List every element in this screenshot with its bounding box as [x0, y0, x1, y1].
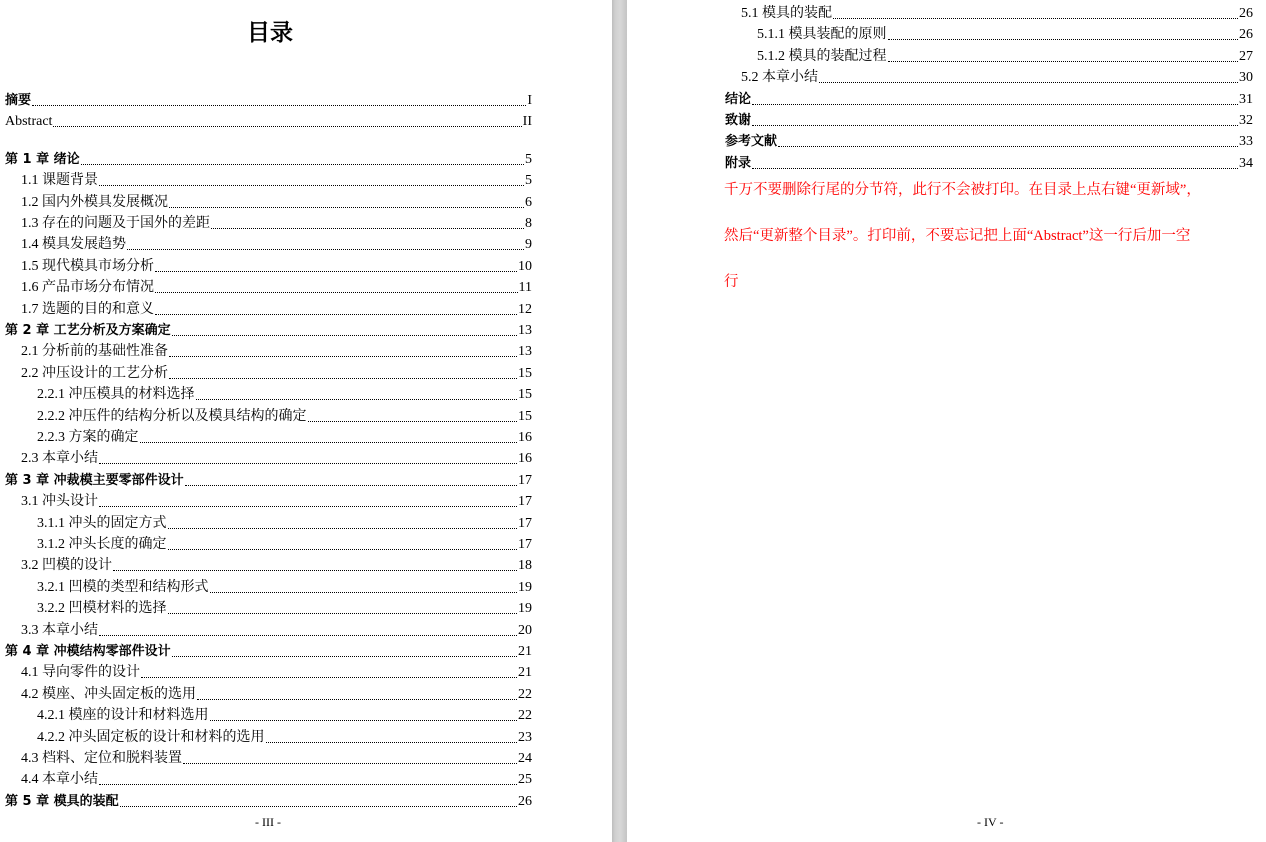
toc-entry-page: 16	[518, 430, 532, 445]
toc-leader-dots	[53, 126, 521, 127]
toc-entry-page: II	[522, 114, 532, 130]
toc-entry-page: 26	[1239, 6, 1253, 21]
toc-entry-page: 21	[518, 665, 532, 681]
toc-entry[interactable]	[5, 789, 532, 810]
toc-entry-label: 4.2.2 冲头固定板的设计和材料的选用	[37, 729, 265, 745]
page-iii	[0, 0, 612, 842]
instruction-note	[724, 167, 1264, 305]
toc-entry[interactable]	[741, 65, 1253, 86]
toc-entry-label: 第 3 章 冲裁模主要零部件设计	[5, 472, 184, 488]
toc-leader-dots	[888, 61, 1239, 62]
toc-leader-dots	[113, 570, 517, 571]
toc-leader-dots	[99, 185, 524, 186]
toc-leader-dots	[888, 39, 1239, 40]
toc-entry[interactable]	[5, 147, 532, 168]
toc-leader-dots	[172, 335, 517, 336]
toc-entry[interactable]	[37, 532, 532, 553]
toc-entry-label: 3.1.1 冲头的固定方式	[37, 515, 167, 531]
toc-leader-dots	[99, 463, 517, 464]
toc-entry-page: 13	[518, 344, 532, 360]
toc-entry-label: 3.1.2 冲头长度的确定	[37, 537, 167, 552]
toc-entry-label: 2.1 分析前的基础性准备	[21, 344, 168, 360]
toc-entry[interactable]	[21, 489, 532, 510]
note-line-3: 行	[724, 274, 739, 290]
toc-entry[interactable]	[37, 511, 532, 532]
toc-entry-page: 31	[1239, 91, 1253, 107]
toc-leader-dots	[81, 164, 524, 165]
toc-entry-label: 第 1 章 绪论	[5, 151, 80, 167]
toc-entry[interactable]	[21, 660, 532, 681]
page-iv	[627, 0, 1266, 842]
toc-entry-page: 17	[518, 494, 532, 510]
toc-entry-page: 5	[525, 173, 532, 189]
toc-leader-dots	[752, 104, 1238, 105]
toc-entry-page: 19	[518, 579, 532, 595]
toc-entry-label: 1.2 国内外模具发展概况	[21, 194, 168, 210]
toc-entry-label: 第 2 章 工艺分析及方案确定	[5, 323, 171, 338]
toc-entry[interactable]	[21, 746, 532, 767]
toc-leader-dots	[308, 421, 518, 422]
toc-leader-dots	[155, 271, 517, 272]
toc-entry-label: 1.6 产品市场分布情况	[21, 280, 154, 296]
toc-leader-dots	[169, 207, 524, 208]
toc-entry-page: 5	[525, 151, 532, 167]
toc-entry-page: 15	[518, 365, 532, 381]
toc-entry[interactable]	[21, 446, 532, 467]
toc-entry-label: 第 5 章 模具的装配	[5, 793, 119, 809]
page-footer-iii: - III -	[255, 815, 281, 829]
toc-leader-dots	[155, 292, 518, 293]
toc-entry-page: 15	[518, 387, 532, 403]
toc-leader-dots	[168, 549, 518, 550]
toc-entry[interactable]	[21, 275, 532, 296]
toc-entry[interactable]	[21, 553, 532, 574]
toc-entry[interactable]	[37, 596, 532, 617]
toc-entry-label: 2.3 本章小结	[21, 451, 98, 467]
toc-leader-dots	[172, 656, 517, 657]
toc-leader-dots	[155, 314, 517, 315]
toc-entry-page: 10	[518, 258, 532, 274]
toc-entry-label: 1.5 现代模具市场分析	[21, 258, 154, 274]
toc-entry[interactable]	[5, 468, 532, 489]
toc-leader-dots	[211, 228, 524, 229]
page-gutter	[612, 0, 627, 842]
toc-entry-label: 5.2 本章小结	[741, 70, 818, 86]
toc-leader-dots	[99, 635, 517, 636]
toc-entry-label: 3.2 凹模的设计	[21, 558, 112, 574]
toc-entry[interactable]	[37, 382, 532, 403]
toc-leader-dots	[99, 506, 517, 507]
toc-entry-page: 9	[525, 237, 532, 253]
toc-entry-label: 1.7 选题的目的和意义	[21, 301, 154, 317]
toc-leader-dots	[169, 378, 517, 379]
toc-entry-page: 18	[518, 558, 532, 574]
toc-entry[interactable]	[21, 232, 532, 253]
toc-entry-label: 5.1.2 模具的装配过程	[757, 48, 887, 64]
toc-entry[interactable]	[21, 767, 532, 788]
toc-entry-page: 8	[525, 216, 532, 231]
toc-entry-label: 1.3 存在的问题及于国外的差距	[21, 216, 210, 231]
toc-leader-dots	[99, 784, 517, 785]
toc-entry[interactable]	[21, 361, 532, 382]
toc-entry-label: Abstract	[5, 114, 53, 130]
toc-entry[interactable]	[37, 703, 532, 724]
toc-entry-page: 32	[1239, 113, 1253, 128]
toc-entry[interactable]	[725, 87, 1253, 108]
toc-leader-dots	[120, 806, 517, 807]
toc-leader-dots	[183, 763, 517, 764]
toc-entry-label: 致谢	[725, 113, 752, 128]
toc-entry-label: 3.2.2 凹模材料的选择	[37, 601, 167, 617]
note-line-1: 千万不要删除行尾的分节符，此行不会被打印。在目录上点右键“更新域”，	[724, 182, 1201, 198]
toc-entry[interactable]	[5, 88, 532, 109]
toc-entry[interactable]	[21, 254, 532, 275]
toc-entry[interactable]	[757, 22, 1253, 43]
toc-entry[interactable]	[21, 211, 532, 232]
note-line-2: 然后“更新整个目录”。打印前，不要忘记把上面“Abstract”这一行后加一空	[724, 228, 1191, 244]
toc-entry-page: 17	[518, 515, 532, 531]
toc-entry-page: 17	[518, 472, 532, 488]
toc-entry-page: 27	[1239, 48, 1253, 64]
toc-leader-dots	[141, 677, 517, 678]
toc-leader-dots	[752, 125, 1238, 126]
toc-entry-page: 26	[518, 793, 532, 809]
toc-entry-page: 33	[1239, 134, 1253, 150]
toc-entry-label: 3.2.1 凹模的类型和结构形式	[37, 579, 209, 595]
toc-entry-page: 12	[518, 301, 532, 317]
toc-entry-label: 摘要	[5, 93, 32, 108]
toc-entry[interactable]	[21, 682, 532, 703]
toc-entry-label: 第 4 章 冲模结构零部件设计	[5, 644, 171, 659]
toc-entry[interactable]	[37, 425, 532, 446]
toc-entry-label: 1.4 模具发展趋势	[21, 237, 126, 253]
toc-leader-dots	[210, 592, 518, 593]
toc-entry-page: 22	[518, 686, 532, 702]
toc-entry[interactable]	[37, 725, 532, 746]
toc-entry[interactable]	[5, 109, 532, 130]
toc-entry-page: 13	[518, 323, 532, 338]
toc-entry-label: 5.1.1 模具装配的原则	[757, 27, 887, 43]
toc-entry-label: 4.3 档料、定位和脱料装置	[21, 751, 182, 766]
toc-leader-dots	[266, 742, 518, 743]
toc-entry[interactable]	[37, 575, 532, 596]
toc-entry[interactable]	[21, 297, 532, 318]
toc-leader-dots	[127, 249, 524, 250]
toc-entry-page: 6	[525, 194, 532, 210]
toc-entry-label: 参考文献	[725, 134, 778, 150]
toc-entry-page: 19	[518, 601, 532, 617]
toc-entry-page: 16	[518, 451, 532, 467]
toc-leader-dots	[185, 485, 517, 486]
page-footer-iv: - IV -	[977, 815, 1004, 829]
toc-entry[interactable]	[21, 618, 532, 639]
toc-entry[interactable]	[725, 129, 1253, 150]
toc-entry[interactable]	[21, 339, 532, 360]
toc-entry-page: 11	[518, 280, 532, 296]
toc-title: 目录	[247, 20, 293, 46]
toc-entry-label: 5.1 模具的装配	[741, 6, 832, 21]
toc-entry-page: 20	[518, 622, 532, 638]
toc-leader-dots	[168, 528, 518, 529]
toc-leader-dots	[210, 720, 518, 721]
toc-leader-dots	[833, 18, 1238, 19]
toc-entry[interactable]	[741, 1, 1253, 22]
toc-entry-label: 1.1 课题背景	[21, 173, 98, 189]
toc-entry-label: 4.2 模座、冲头固定板的选用	[21, 686, 196, 702]
toc-entry-page: 30	[1239, 70, 1253, 86]
toc-entry-label: 4.4 本章小结	[21, 772, 98, 788]
toc-leader-dots	[169, 356, 517, 357]
toc-leader-dots	[32, 105, 526, 106]
toc-entry-label: 3.1 冲头设计	[21, 494, 98, 510]
toc-entry-label: 附录	[725, 155, 752, 171]
toc-leader-dots	[778, 146, 1238, 147]
toc-entry[interactable]	[37, 404, 532, 425]
toc-entry[interactable]	[5, 318, 532, 339]
toc-leader-dots	[140, 442, 518, 443]
toc-entry-page: 25	[518, 772, 532, 788]
toc-entry-page: 24	[518, 751, 532, 766]
toc-entry-label: 2.2.3 方案的确定	[37, 430, 139, 445]
toc-entry-page: 34	[1239, 155, 1253, 171]
toc-entry-label: 2.2.1 冲压模具的材料选择	[37, 387, 195, 403]
toc-entry-page: I	[527, 93, 532, 108]
toc-entry-page: 21	[518, 644, 532, 659]
toc-entry[interactable]	[21, 190, 532, 211]
toc-entry[interactable]	[21, 168, 532, 189]
toc-leader-dots	[168, 613, 518, 614]
toc-entry-label: 4.1 导向零件的设计	[21, 665, 140, 681]
toc-entry-page: 17	[518, 537, 532, 552]
toc-entry-page: 15	[518, 408, 532, 424]
toc-entry-label: 结论	[725, 91, 752, 107]
toc-entry-page: 23	[518, 729, 532, 745]
toc-entry[interactable]	[725, 108, 1253, 129]
toc-entry[interactable]	[757, 44, 1253, 65]
toc-leader-dots	[197, 699, 517, 700]
toc-entry-label: 2.2 冲压设计的工艺分析	[21, 365, 168, 381]
toc-leader-dots	[819, 82, 1238, 83]
toc-entry-label: 2.2.2 冲压件的结构分析以及模具结构的确定	[37, 408, 307, 424]
toc-leader-dots	[196, 399, 518, 400]
toc-entry-label: 4.2.1 模座的设计和材料选用	[37, 708, 209, 724]
toc-entry[interactable]	[5, 639, 532, 660]
toc-entry-label: 3.3 本章小结	[21, 622, 98, 638]
toc-entry-page: 22	[518, 708, 532, 724]
toc-entry-page: 26	[1239, 27, 1253, 43]
